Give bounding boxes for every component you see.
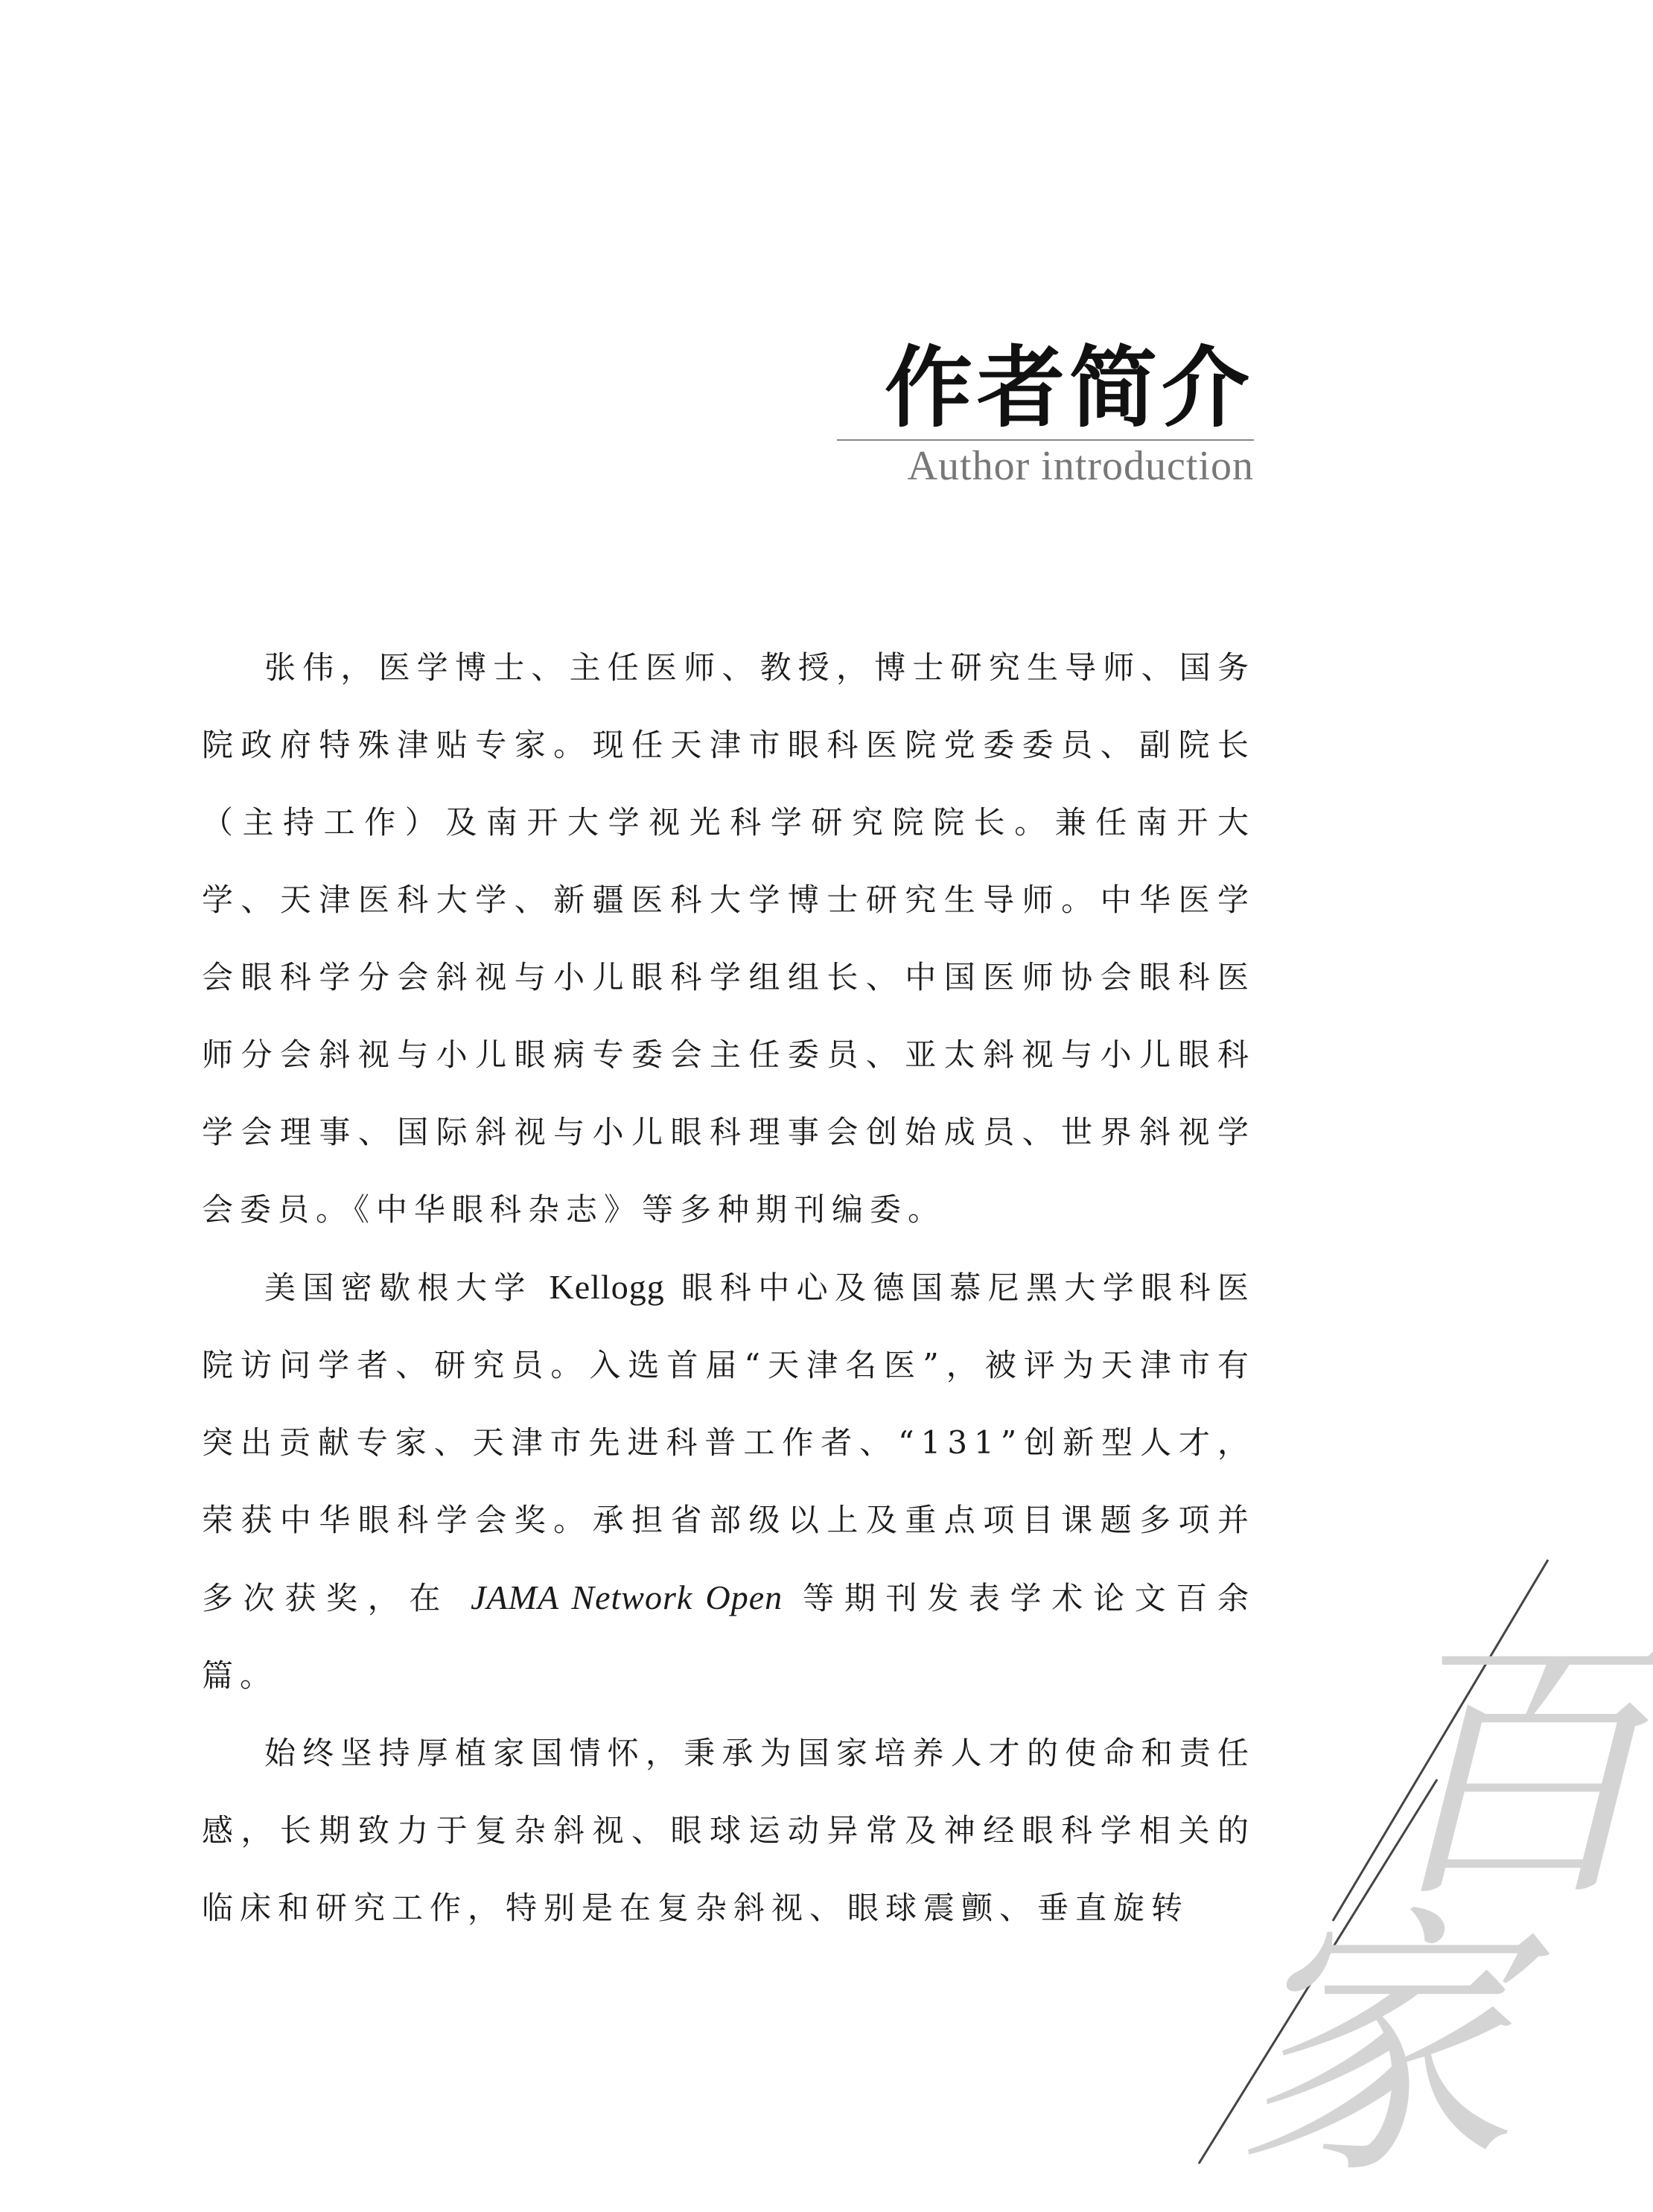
bio-paragraph-2 <box>202 1249 1255 1715</box>
decorative-char-bai: 百 <box>1370 1607 1653 1937</box>
page-subtitle: Author introduction <box>907 443 1254 489</box>
bio-p2-kellogg: Kellogg <box>549 1268 665 1306</box>
title-divider <box>837 439 1254 441</box>
decorative-char-jia: 家 <box>1232 1882 1515 2212</box>
bio-paragraph-1: 张伟，医学博士、主任医师、教授，博士研究生导师、国务院政府特殊津贴专家。现任天津市眼科医院党委委员、副院长（主持工作）及南开大学视光科学研究院院长。兼任南开大学、天津医科大学、新疆医科大学博士研究生导师。中华医学会眼科学分会斜视与小儿眼科学组组长、中国医师协会眼科医师分会斜视与小儿眼病专委会主任委员、亚太斜视与小儿眼科学会理事、国际斜视与小儿眼科理事会创始成员、世界斜视学会委员。《中华眼科杂志》等多种期刊编委。 <box>202 649 1255 1228</box>
section-header <box>837 336 1254 490</box>
author-biography <box>202 629 1255 1947</box>
bio-p2-text-a: 美国密歇根大学 <box>264 1269 550 1306</box>
bio-p2-text-b: 眼科中心及德国慕尼黑大学眼科医院访问学者、研究员。入选首届“天津名医”，被评为天津市有突出贡献专家、天津市先进科普工作者、“131”创新型人才，荣获中华眼科学会奖。承担省部级以上及重点项目课题多项并多次获奖，在 <box>202 1269 1255 1616</box>
page-title: 作者简介 <box>884 336 1254 439</box>
bio-paragraph-3: 始终坚持厚植家国情怀，秉承为国家培养人才的使命和责任感，长期致力于复杂斜视、眼球运动异常及神经眼科学相关的临床和研究工作，特别是在复杂斜视、眼球震颤、垂直旋转 <box>202 1735 1255 1926</box>
bio-p2-journal: JAMA Network Open <box>471 1578 783 1616</box>
bio-p2-text-c: 等期刊发表学术论文百余篇。 <box>202 1580 1255 1694</box>
